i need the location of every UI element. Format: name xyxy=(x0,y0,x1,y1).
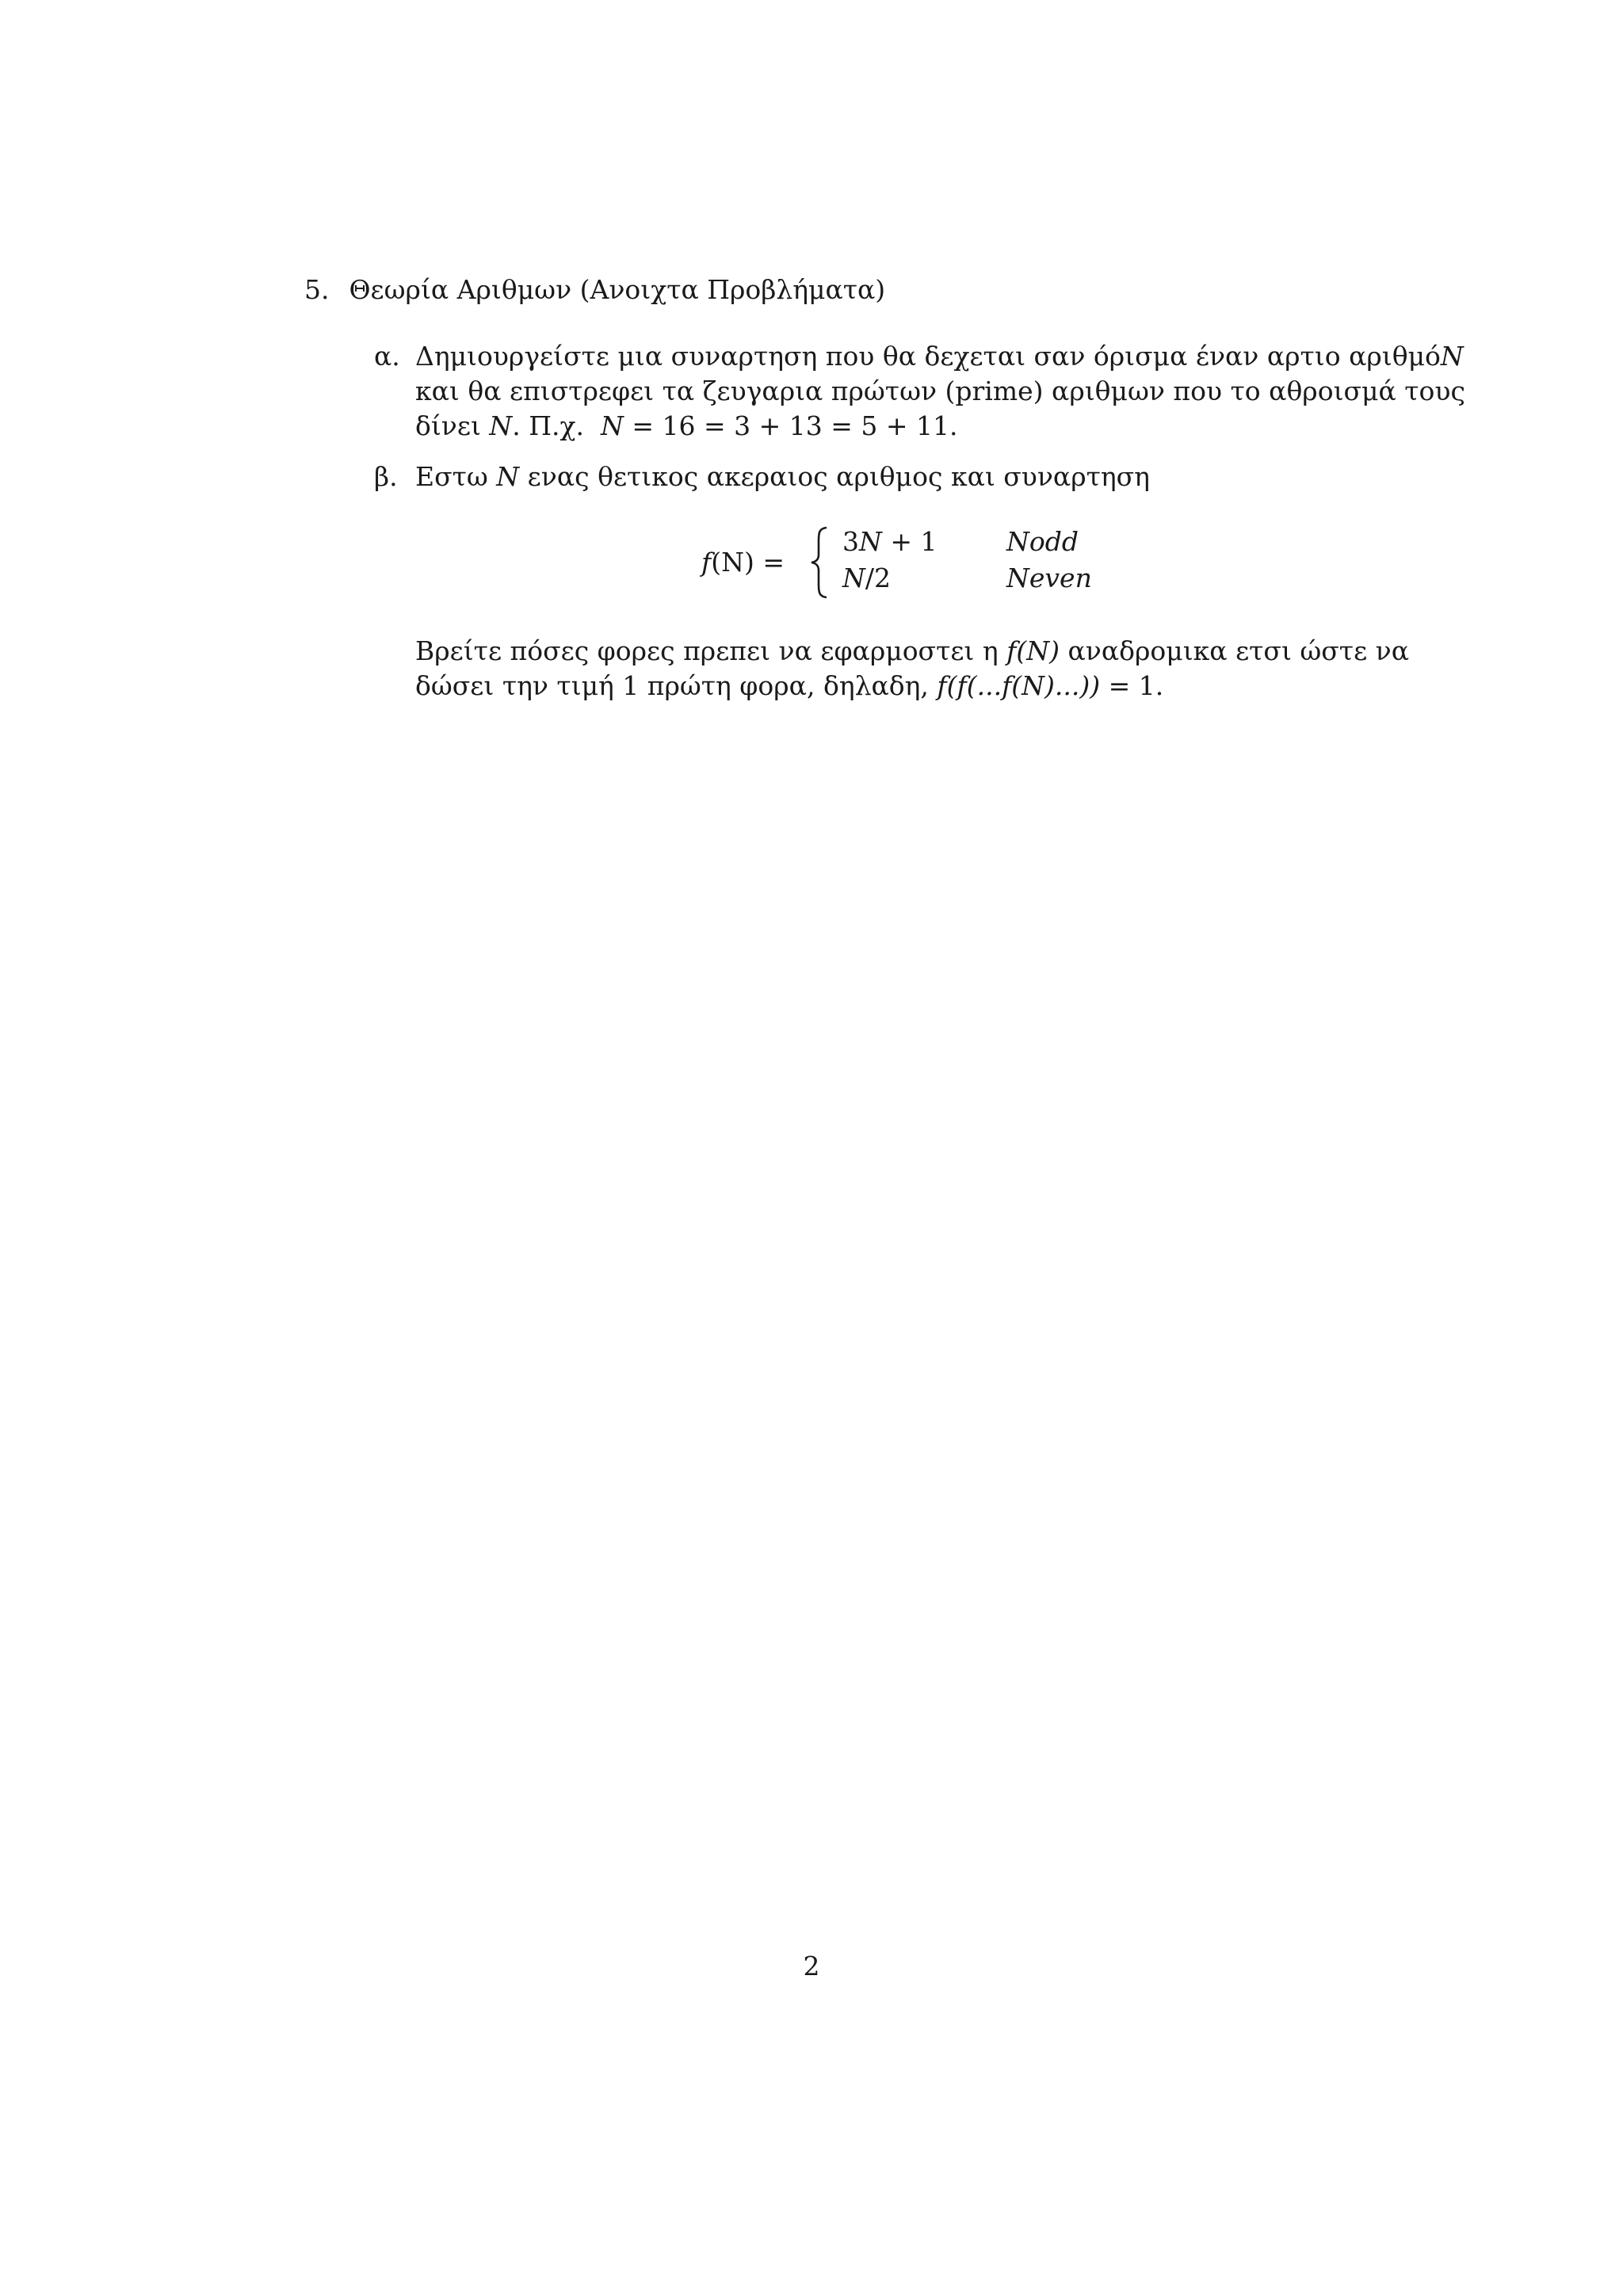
item-b-question-line-2 xyxy=(415,669,1409,704)
case-1-condition: Nodd xyxy=(1006,526,1079,557)
item-a-line-1-var: N xyxy=(1440,341,1464,372)
case-2-expression xyxy=(842,561,891,596)
item-b-intro-var: N xyxy=(496,461,520,492)
item-b-intro-line xyxy=(415,460,1409,494)
case-1-rest: + 1 xyxy=(881,526,938,557)
case-1-var: N xyxy=(859,526,882,557)
item-b-intro-before: Εστω xyxy=(415,461,488,492)
question-line-2-before: δώσει την τιμή 1 πρώτη φορα, δηλαδη, xyxy=(415,670,929,701)
item-a-line-3-var: N xyxy=(489,410,513,441)
item-b-intro-after: ενας θετικος ακεραιος αριθμος και συναρτηση xyxy=(527,461,1150,492)
case-2-rest: /2 xyxy=(865,563,891,593)
item-b-question-line-1 xyxy=(415,634,1409,669)
item-a-line-3-middle: . Π.χ. xyxy=(512,410,585,441)
question-line-1-math: f(N) xyxy=(1006,635,1060,666)
case-1-coef: 3 xyxy=(842,526,859,557)
left-brace-icon xyxy=(809,526,830,599)
item-b-marker: β. xyxy=(374,461,398,492)
item-b-intro xyxy=(415,460,1409,494)
item-a-line-1-text: Δημιουργείστε μια συναρτηση που θα δεχεται σαν όρισμα έναν αρτιο αριθμό xyxy=(415,341,1441,372)
section-number: 5. xyxy=(304,274,330,305)
item-a-line-2: και θα επιστρεφει τα ζευγαρια πρώτων (prime) αριθμων που το αθροισμά τους xyxy=(415,376,1465,406)
formula-lhs xyxy=(701,545,785,580)
item-a-line-3-prefix: δίνει xyxy=(415,410,481,441)
item-b-question-body xyxy=(415,634,1409,704)
case-1-expression xyxy=(842,524,938,559)
section-heading xyxy=(304,273,1414,307)
question-line-1-before: Βρείτε πόσες φορες πρεπει να εφαρμοστει η xyxy=(415,635,999,666)
question-line-2-math: f(f(...f(N)...)) xyxy=(937,670,1101,701)
item-a-line-3 xyxy=(415,409,1409,444)
piecewise-formula xyxy=(701,523,1113,602)
page-number: 2 xyxy=(803,1951,820,1981)
item-a-body xyxy=(415,339,1465,444)
case-2-condition: Neven xyxy=(1006,563,1092,593)
item-a-line-1 xyxy=(415,339,1464,374)
question-line-1-after: αναδρομικα ετσι ώστε να xyxy=(1067,635,1409,666)
case-2-var: N xyxy=(842,563,865,593)
question-line-2-after: = 1. xyxy=(1100,670,1164,701)
formula-lhs-arg: (N) = xyxy=(711,547,785,578)
item-a-marker: α. xyxy=(374,341,400,372)
formula-lhs-f: f xyxy=(701,547,712,578)
item-a-example-rest: = 16 = 3 + 13 = 5 + 11. xyxy=(623,410,958,441)
section-title: Θεωρία Αριθμων (Ανοιχτα Προβλήματα) xyxy=(349,274,886,305)
item-a-example-var: N xyxy=(601,410,624,441)
